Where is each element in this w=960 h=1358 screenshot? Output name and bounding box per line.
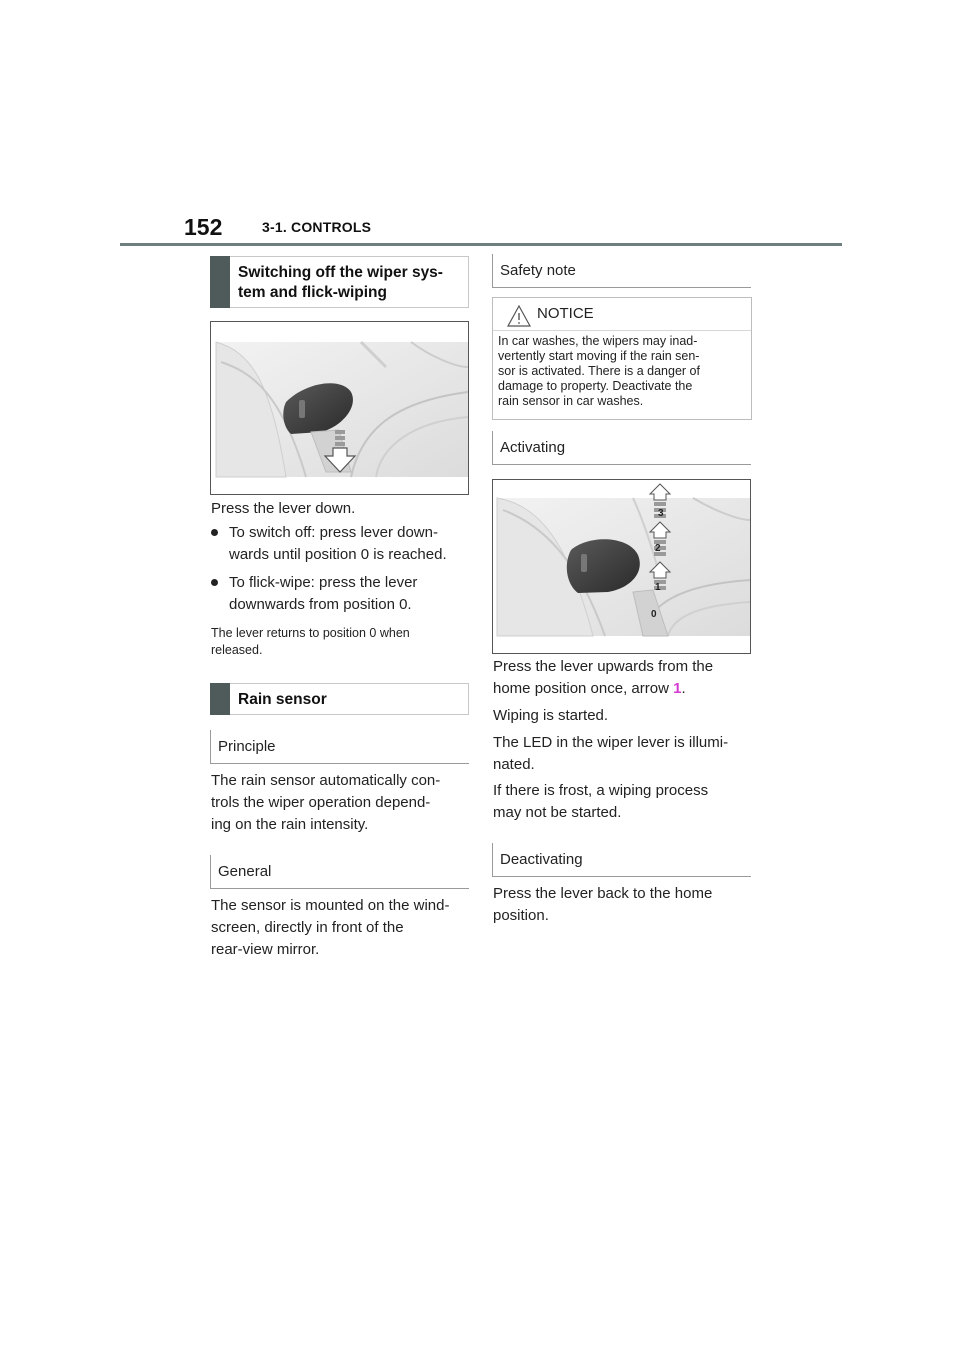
- arrow-reference: 1: [673, 680, 682, 697]
- activating-paragraph-1: [493, 656, 753, 700]
- chapter-title: 3-1. CONTROLS: [262, 219, 372, 235]
- subheading-deactivating: [492, 843, 751, 877]
- subheading-activating: [492, 431, 751, 465]
- activating-text-end: .: [681, 680, 686, 697]
- press-down-text: Press the lever down.: [211, 500, 356, 517]
- activating-paragraph-4: If there is frost, a wiping process may not be started.: [493, 782, 709, 821]
- subheading-text: Safety note: [500, 262, 576, 279]
- figure-lever-down: [210, 321, 469, 495]
- heading-marker: [210, 683, 230, 715]
- figure-lever-up: [492, 479, 751, 654]
- position-label-3: 3: [658, 508, 664, 519]
- lever-up-illustration: [493, 480, 750, 653]
- bullet-dot: [211, 529, 218, 536]
- activating-paragraph-2: Wiping is started.: [493, 707, 609, 724]
- subheading-text: General: [218, 863, 272, 880]
- subheading-principle: [210, 730, 469, 764]
- section-heading-text: Switching off the wiper sys- tem and flick-wiping: [238, 264, 443, 301]
- heading-marker: [210, 256, 230, 308]
- position-label-1: 1: [655, 582, 661, 593]
- general-text: The sensor is mounted on the wind- screen, directly in front of the rear-view mirror.: [211, 897, 450, 958]
- activating-paragraph-3: The LED in the wiper lever is illumi- nated.: [493, 734, 729, 773]
- header-rule: [120, 243, 842, 246]
- subheading-general: [210, 855, 469, 889]
- section-heading-rain-sensor: [210, 683, 469, 715]
- bullet-switch-off: [211, 522, 489, 566]
- principle-text: The rain sensor automatically con- trols the wiper operation depend- ing on the rain intensity.: [211, 772, 441, 833]
- notice-box: [492, 297, 752, 420]
- bullet-dot: [211, 579, 218, 586]
- subheading-text: Deactivating: [500, 851, 583, 868]
- activating-text: Press the lever upwards from the home position once, arrow: [493, 658, 714, 697]
- notice-title: NOTICE: [537, 305, 594, 322]
- lever-return-note: The lever returns to position 0 when released.: [211, 626, 410, 657]
- subheading-text: Principle: [218, 738, 276, 755]
- lever-down-illustration: [211, 322, 468, 494]
- notice-divider: [493, 330, 751, 331]
- bullet-text: To switch off: press lever down- wards until position 0 is reached.: [229, 524, 447, 563]
- section-heading-wiper-off: [210, 256, 469, 308]
- deactivating-text: Press the lever back to the home position.: [493, 885, 713, 924]
- page-number: 152: [184, 214, 223, 240]
- position-label-0: 0: [651, 609, 657, 620]
- bullet-text: To flick-wipe: press the lever downwards from position 0.: [229, 574, 418, 613]
- warning-triangle-icon: [507, 305, 531, 327]
- position-label-2: 2: [655, 543, 661, 554]
- notice-text: In car washes, the wipers may inad- vertently start moving if the rain sen- sor is activated. There is a danger of damage to property. Deactivate the rain sensor in car washes.: [498, 334, 700, 408]
- subheading-safety-note: [492, 254, 751, 288]
- bullet-flick-wipe: [211, 572, 489, 616]
- subheading-text: Activating: [500, 439, 566, 456]
- section-heading-text: Rain sensor: [238, 691, 327, 708]
